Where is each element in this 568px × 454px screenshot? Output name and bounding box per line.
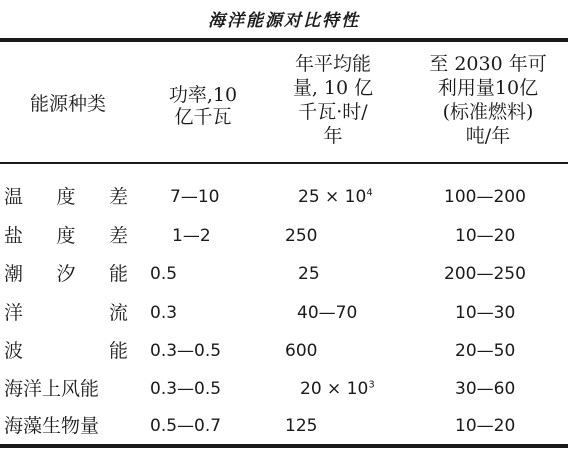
row-name: 波 能 xyxy=(4,340,128,362)
row-name: 海洋上风能 xyxy=(4,378,100,400)
header-annual-energy: 年平均能 量, 10 亿 千瓦·时/ 年 xyxy=(292,53,374,147)
row-available: 10—20 xyxy=(455,226,516,246)
row-power: 7—10 xyxy=(170,187,220,207)
table-title: 海洋能源对比特性 xyxy=(208,11,360,31)
row-available: 100—200 xyxy=(444,187,526,207)
row-power: 0.3—0.5 xyxy=(150,379,222,399)
header-available-2030: 至 2030 年可 利用量10亿 (标准燃料) 吨/年 xyxy=(429,53,547,147)
row-name: 盐 度 差 xyxy=(4,225,128,247)
bottom-rule xyxy=(0,444,568,448)
row-power: 0.5—0.7 xyxy=(150,416,222,436)
row-energy: 25 xyxy=(298,264,320,284)
row-name: 洋 流 xyxy=(4,302,128,324)
row-available: 200—250 xyxy=(444,264,526,284)
row-power: 0.3—0.5 xyxy=(150,341,222,361)
row-name: 潮 汐 能 xyxy=(4,263,128,285)
row-energy: 600 xyxy=(285,341,318,361)
row-available: 10—30 xyxy=(455,303,516,323)
row-power: 1—2 xyxy=(172,226,211,246)
row-power: 0.3 xyxy=(150,303,178,323)
row-energy: 125 xyxy=(285,416,318,436)
row-power: 0.5 xyxy=(150,264,178,284)
row-available: 10—20 xyxy=(455,416,516,436)
row-energy: 40—70 xyxy=(297,303,358,323)
row-name: 海藻生物量 xyxy=(4,415,100,437)
row-energy: 250 xyxy=(285,226,318,246)
row-name: 温 度 差 xyxy=(4,186,128,208)
row-energy: $20 \times 10^3$ xyxy=(300,379,375,399)
header-rule xyxy=(0,162,568,164)
header-energy-type: 能源种类 xyxy=(29,93,106,115)
header-power: 功率,10 亿千瓦 xyxy=(168,84,238,128)
top-rule xyxy=(0,38,568,42)
row-energy: $25 \times 10^4$ xyxy=(298,187,373,207)
row-available: 20—50 xyxy=(455,341,516,361)
row-available: 30—60 xyxy=(455,379,516,399)
